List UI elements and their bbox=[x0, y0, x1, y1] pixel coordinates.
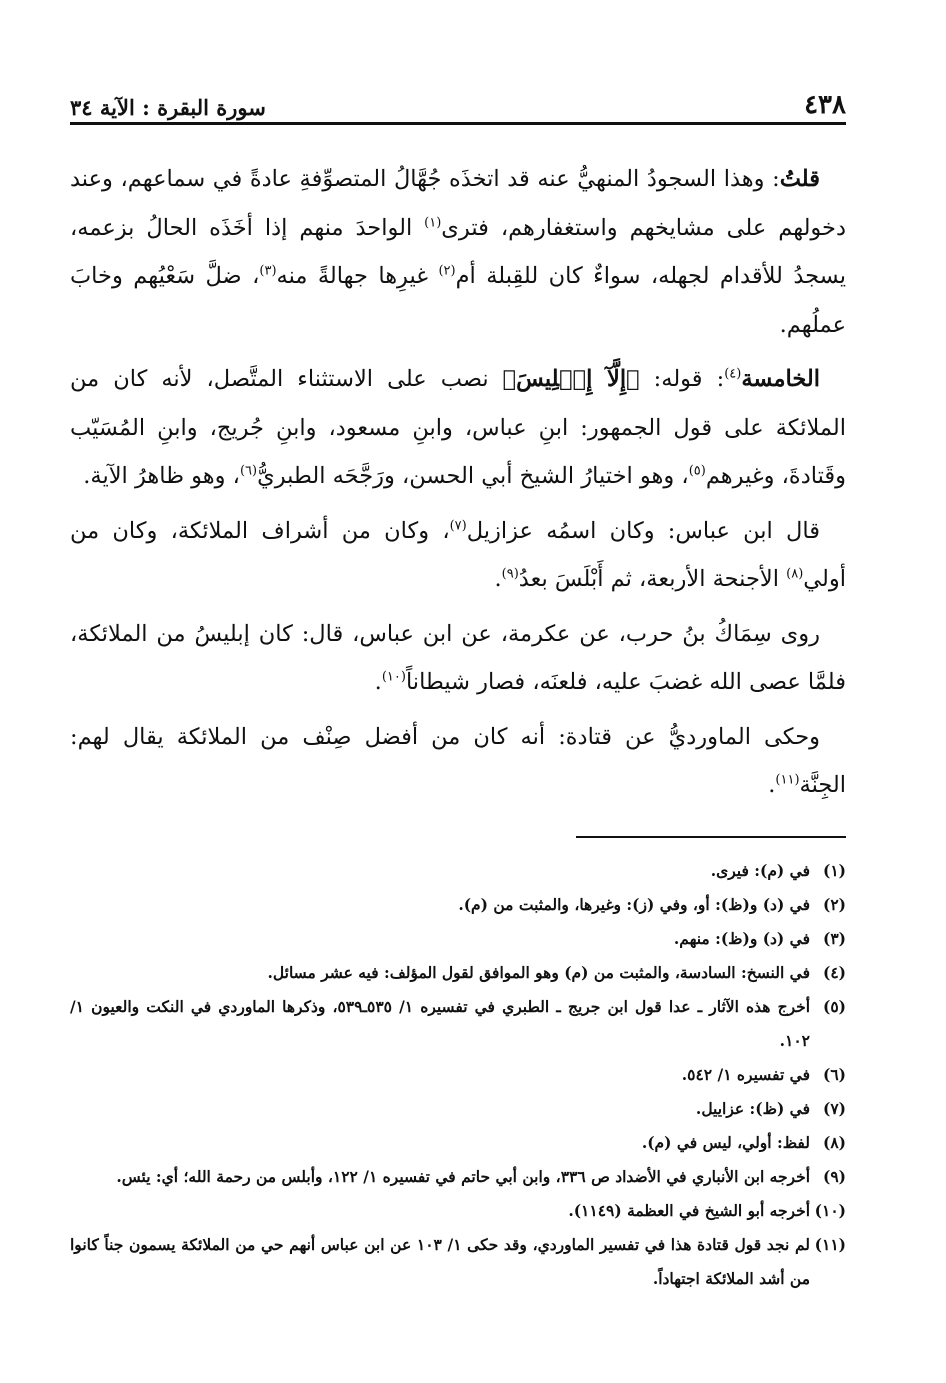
footnote-ref[interactable]: (١١) bbox=[775, 772, 800, 788]
paragraph-text: الواحدَ منهم إذا أخَذَه الحالُ بزعمه، يسجدُ للأقدام لجهله، سواءٌ كان للقِبلة أم bbox=[70, 214, 846, 289]
footnote-ref[interactable]: (١٠) bbox=[381, 669, 406, 685]
footnote-number: (٧) bbox=[822, 1098, 846, 1118]
footnote-number: (٤) bbox=[822, 962, 846, 982]
footnote-text: في (د) و(ظ): منهم. bbox=[673, 928, 810, 948]
paragraph-text: ، ضلَّ سَعْيُهم وخابَ عملُهم. bbox=[70, 263, 846, 338]
footnote-number: (٣) bbox=[822, 928, 846, 948]
footnote bbox=[70, 1092, 846, 1126]
paragraph-text: قال ابن عباس: وكان اسمُه عزازيل bbox=[466, 517, 820, 544]
footnote-ref[interactable]: (٨) bbox=[786, 566, 804, 582]
body-paragraph bbox=[70, 155, 846, 349]
book-page bbox=[70, 80, 846, 1296]
footnote-text: في تفسيره ١/ ٥٤٢. bbox=[681, 1064, 810, 1084]
paragraph-text: ، وهو ظاهرُ الآية. bbox=[83, 463, 240, 489]
paragraph-text: : وهذا السجودُ المنهيُّ عنه قد اتخذَه جُهَّالُ المتصوِّفةِ عادةً في سماعهم، وعند دخولهم على مشايخهم واستغفارهم، فترى bbox=[70, 166, 846, 241]
footnotes-section bbox=[70, 854, 846, 1296]
paragraph-text: ، وهو اختيارُ الشيخ أبي الحسن، ورَجَّحَه الطبريُّ bbox=[257, 463, 689, 489]
paragraph-text: غيرِها جهالةً منه bbox=[276, 263, 439, 289]
footnote-ref[interactable]: (٣) bbox=[259, 263, 277, 279]
body-paragraph bbox=[70, 355, 846, 501]
footnote-text: لفظ: أولي، ليس في (م). bbox=[641, 1132, 810, 1152]
paragraph-text: : قوله: bbox=[639, 366, 725, 392]
footnote-text: في (ظ): عزاييل. bbox=[695, 1098, 810, 1118]
paragraph-text: ، وكان من أشراف الملائكة، وكان من أولي bbox=[70, 517, 846, 592]
footnote bbox=[70, 956, 846, 990]
paragraph-text: . bbox=[494, 566, 502, 592]
footnote-number: (٩) bbox=[822, 1166, 846, 1186]
body-paragraph bbox=[70, 610, 846, 707]
paragraph-lead: قلتُ bbox=[779, 166, 820, 192]
footnote bbox=[70, 854, 846, 888]
paragraph-text: . bbox=[768, 772, 776, 798]
footnote bbox=[70, 1160, 846, 1194]
paragraph-text: روى سِمَاكُ بنُ حرب، عن عكرمة، عن ابن عباس، قال: كان إبليسُ من الملائكة، فلمَّا عصى الله غضبَ عليه، فلعنَه، فصار شيطاناً bbox=[70, 620, 846, 695]
running-title: سورة البقرة : الآية ٣٤ bbox=[70, 95, 266, 120]
body-paragraph bbox=[70, 713, 846, 810]
paragraph-text: الأجنحة الأربعة، ثم أَبْلَسَ بعدُ bbox=[518, 566, 787, 592]
footnote-text: في النسخ: السادسة، والمثبت من (م) وهو الموافق لقول المؤلف: فيه عشر مسائل. bbox=[267, 962, 810, 982]
footnote-number: (١١) bbox=[814, 1234, 846, 1254]
header-rule bbox=[70, 122, 846, 125]
footnote-number: (٦) bbox=[822, 1064, 846, 1084]
footnote-text: لم نجد قول قتادة هذا في تفسير الماوردي، وقد حكى ١/ ١٠٣ عن ابن عباس أنهم حي من الملائكة يسمون جناً كانوا من أشد الملائكة اجتهاداً. bbox=[70, 1234, 811, 1288]
footnote-text: في (م): فيرى. bbox=[710, 860, 810, 880]
footnote bbox=[70, 1126, 846, 1160]
footnote-text: في (د) و(ظ): أو، وفي (ز): وغيرها، والمثبت من (م). bbox=[458, 894, 810, 914]
page-number: ٤٣٨ bbox=[804, 90, 846, 120]
quran-quote: ﴿إِلَّآ إِبۡلِيسَ﴾ bbox=[502, 366, 640, 392]
footnote-ref[interactable]: (٦) bbox=[239, 463, 258, 479]
footnote-ref[interactable]: (٤) bbox=[724, 366, 742, 382]
footnote bbox=[70, 990, 846, 1058]
footnote bbox=[70, 1228, 846, 1296]
footnote-number: (١٠) bbox=[814, 1200, 846, 1220]
footnote-separator bbox=[576, 836, 846, 838]
footnote-text: أخرجه ابن الأنباري في الأضداد ص ٣٣٦، وابن أبي حاتم في تفسيره ١/ ١٢٢، وأبلس من رحمة الله؛ أي: يئس. bbox=[116, 1166, 810, 1186]
body-paragraph bbox=[70, 507, 846, 604]
footnote-ref[interactable]: (٩) bbox=[501, 566, 519, 582]
footnote-ref[interactable]: (٧) bbox=[449, 518, 467, 533]
page-header bbox=[70, 80, 846, 120]
footnote bbox=[70, 922, 846, 956]
footnote bbox=[70, 1058, 846, 1092]
footnote-number: (٨) bbox=[822, 1132, 846, 1152]
footnote-text: أخرج هذه الآثار ـ عدا قول ابن جريج ـ الطبري في تفسيره ١/ ٥٣٥ـ٥٣٩، وذكرها الماوردي في النكت والعيون ١/ ١٠٢. bbox=[70, 996, 811, 1050]
paragraph-text: نصب على الاستثناء المتَّصل، لأنه كان من الملائكة على قول الجمهور: ابنِ عباس، وابنِ مسعود، وابنِ جُريج، وابنِ المُسَيّب وقَتادةَ، وغيرهم bbox=[70, 366, 846, 489]
paragraph-text: وحكى الماورديُّ عن قتادة: أنه كان من أفضل صِنْف من الملائكة يقال لهم: الجِنَّة bbox=[70, 723, 846, 798]
footnote-ref[interactable]: (١) bbox=[424, 215, 442, 230]
footnote-ref[interactable]: (٢) bbox=[438, 263, 456, 279]
footnote-number: (٢) bbox=[822, 894, 846, 914]
footnote bbox=[70, 888, 846, 922]
footnote-number: (٥) bbox=[822, 996, 846, 1016]
footnote bbox=[70, 1194, 846, 1228]
footnote-number: (١) bbox=[822, 860, 846, 880]
footnote-text: أخرجه أبو الشيخ في العظمة (١١٤٩). bbox=[568, 1200, 810, 1220]
footnote-ref[interactable]: (٥) bbox=[688, 463, 706, 479]
paragraph-text: . bbox=[374, 669, 382, 695]
paragraph-lead: الخامسة bbox=[741, 366, 821, 392]
